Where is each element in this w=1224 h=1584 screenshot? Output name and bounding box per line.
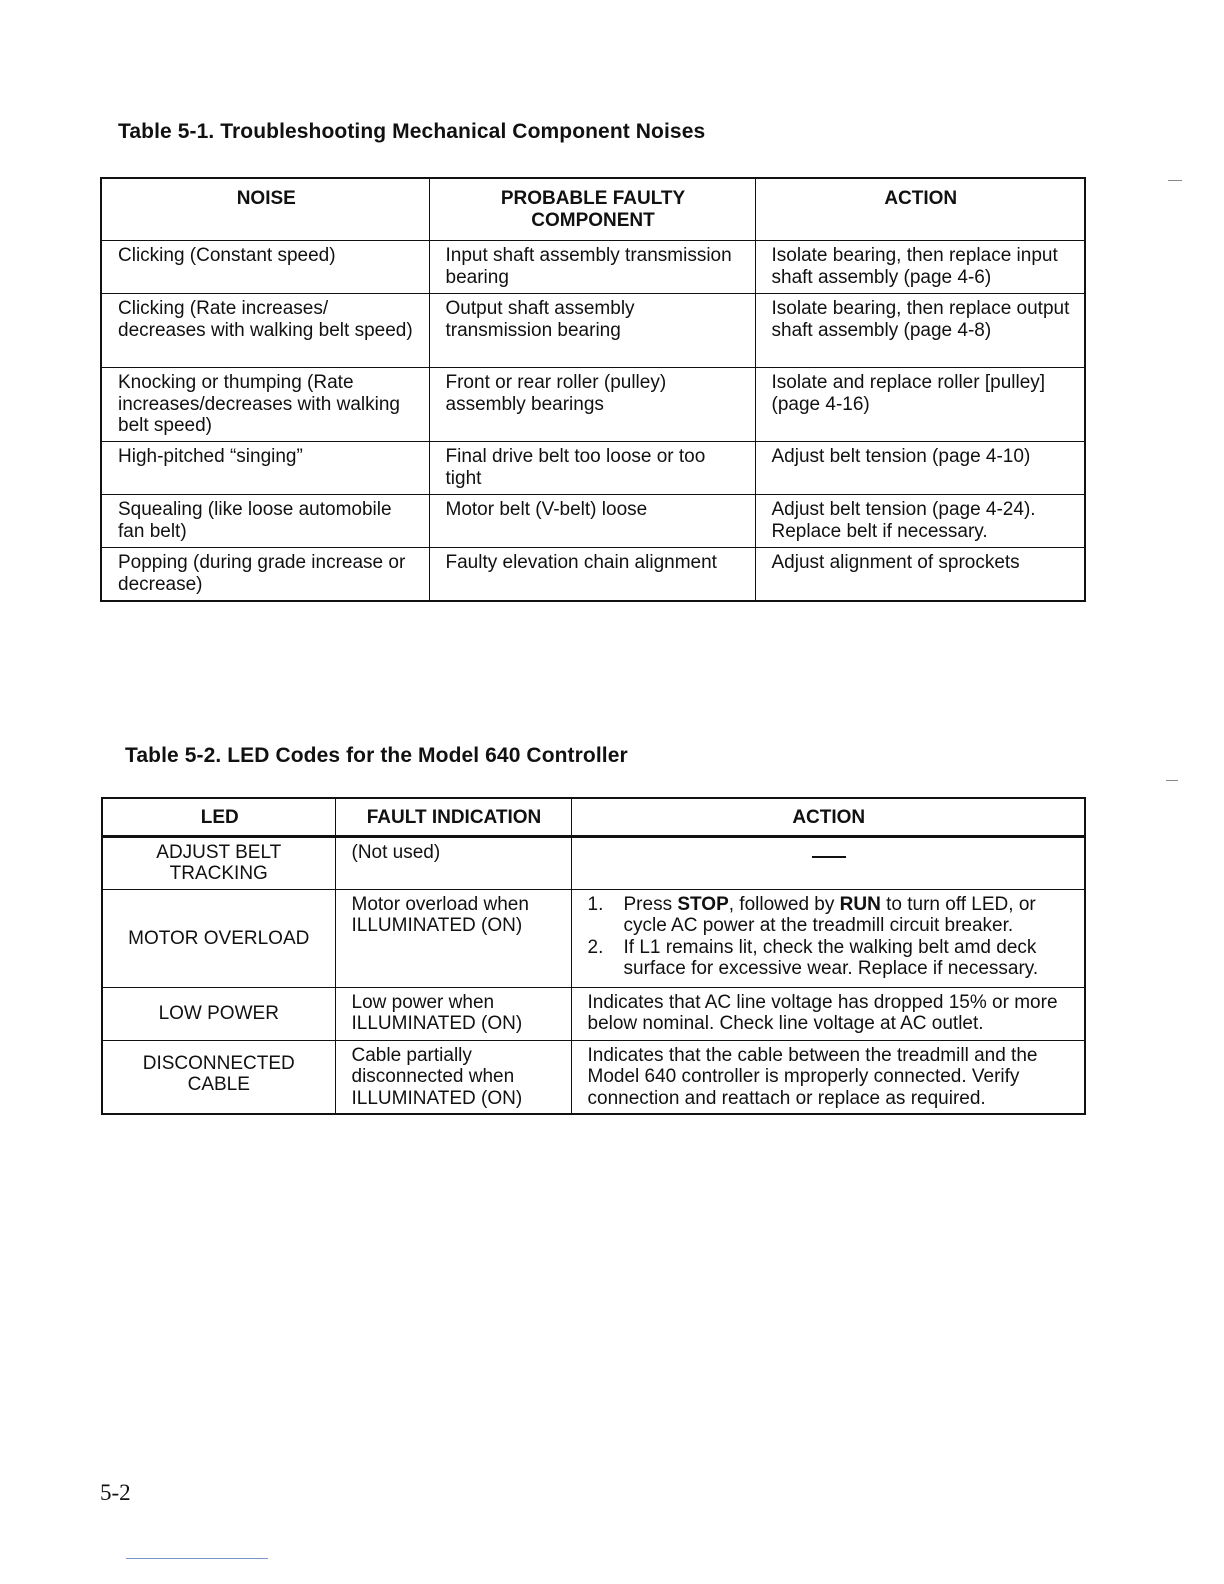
- table-row: [101, 442, 1085, 495]
- not-applicable-dash: [812, 856, 846, 858]
- table-header-row: [101, 178, 1085, 241]
- fault-cell: Cable partially disconnected when ILLUMINATED (ON): [335, 1040, 571, 1114]
- header-led: LED: [102, 798, 335, 836]
- action-cell: Isolate and replace roller [pulley] (page 4-16): [755, 368, 1085, 442]
- fault-cell: Low power when ILLUMINATED (ON): [335, 987, 571, 1040]
- action-cell: Adjust alignment of sprockets: [755, 548, 1085, 601]
- margin-mark: [1166, 780, 1178, 781]
- fault-cell: (Not used): [335, 836, 571, 889]
- action-step: [588, 937, 1071, 980]
- component-cell: Front or rear roller (pulley) assembly bearings: [429, 368, 755, 442]
- noise-troubleshooting-table: [100, 177, 1086, 602]
- step-number: 2.: [587, 936, 604, 958]
- header-fault: FAULT INDICATION: [335, 798, 571, 836]
- action-cell: Indicates that the cable between the treadmill and the Model 640 controller is mproperly connected. Verify connection and reattach or replace as required.: [571, 1040, 1085, 1114]
- led-cell: ADJUST BELT TRACKING: [102, 836, 335, 889]
- table-5-1-title: Table 5-1. Troubleshooting Mechanical Component Noises: [118, 120, 706, 143]
- action-cell: [571, 889, 1085, 987]
- action-cell: Isolate bearing, then replace input shaft assembly (page 4-6): [755, 241, 1085, 294]
- header-action: ACTION: [571, 798, 1085, 836]
- table-row: [101, 241, 1085, 294]
- led-cell: LOW POWER: [102, 987, 335, 1040]
- header-noise: NOISE: [101, 178, 429, 241]
- footer-rule: [126, 1558, 268, 1559]
- step-text: to turn off LED, or cycle AC power at the treadmill circuit breaker.: [623, 893, 1036, 936]
- table-row: [101, 294, 1085, 368]
- action-step: [588, 894, 1071, 937]
- step-text: Press: [623, 893, 678, 915]
- header-component: PROBABLE FAULTY COMPONENT: [429, 178, 755, 241]
- margin-mark: [1168, 180, 1182, 181]
- led-cell: MOTOR OVERLOAD: [102, 889, 335, 987]
- action-cell: Indicates that AC line voltage has dropped 15% or more below nominal. Check line voltage at AC outlet.: [571, 987, 1085, 1040]
- table-row: [102, 1040, 1085, 1114]
- noise-cell: Squealing (like loose automobile fan belt): [101, 495, 429, 548]
- noise-cell: Knocking or thumping (Rate increases/decreases with walking belt speed): [101, 368, 429, 442]
- action-steps: [588, 894, 1071, 980]
- table-row: [101, 368, 1085, 442]
- header-action: ACTION: [755, 178, 1085, 241]
- action-cell: [571, 836, 1085, 889]
- page-number: 5-2: [100, 1480, 131, 1505]
- table-row: [101, 495, 1085, 548]
- action-cell: Isolate bearing, then replace output shaft assembly (page 4-8): [755, 294, 1085, 368]
- component-cell: Output shaft assembly transmission bearing: [429, 294, 755, 368]
- noise-cell: High-pitched “singing”: [101, 442, 429, 495]
- run-keyword: RUN: [839, 893, 881, 915]
- noise-cell: Clicking (Rate increases/ decreases with walking belt speed): [101, 294, 429, 368]
- step-text: If L1 remains lit, check the walking belt amd deck surface for excessive wear. Replace if necessary.: [623, 936, 1039, 979]
- stop-keyword: STOP: [677, 893, 729, 915]
- fault-cell: Motor overload when ILLUMINATED (ON): [335, 889, 571, 987]
- led-cell: DISCONNECTED CABLE: [102, 1040, 335, 1114]
- action-cell: Adjust belt tension (page 4-24). Replace belt if necessary.: [755, 495, 1085, 548]
- table-row: [102, 987, 1085, 1040]
- table-5-2-title: Table 5-2. LED Codes for the Model 640 Controller: [125, 744, 628, 767]
- component-cell: Faulty elevation chain alignment: [429, 548, 755, 601]
- table-row: [101, 548, 1085, 601]
- step-text: , followed by: [728, 893, 840, 915]
- table-header-row: [102, 798, 1085, 836]
- table-row: [102, 889, 1085, 987]
- table-row: [102, 836, 1085, 889]
- action-cell: Adjust belt tension (page 4-10): [755, 442, 1085, 495]
- step-number: 1.: [587, 893, 604, 915]
- noise-cell: Clicking (Constant speed): [101, 241, 429, 294]
- noise-cell: Popping (during grade increase or decrease): [101, 548, 429, 601]
- led-codes-table: [101, 797, 1086, 1115]
- component-cell: Motor belt (V-belt) loose: [429, 495, 755, 548]
- component-cell: Final drive belt too loose or too tight: [429, 442, 755, 495]
- component-cell: Input shaft assembly transmission bearing: [429, 241, 755, 294]
